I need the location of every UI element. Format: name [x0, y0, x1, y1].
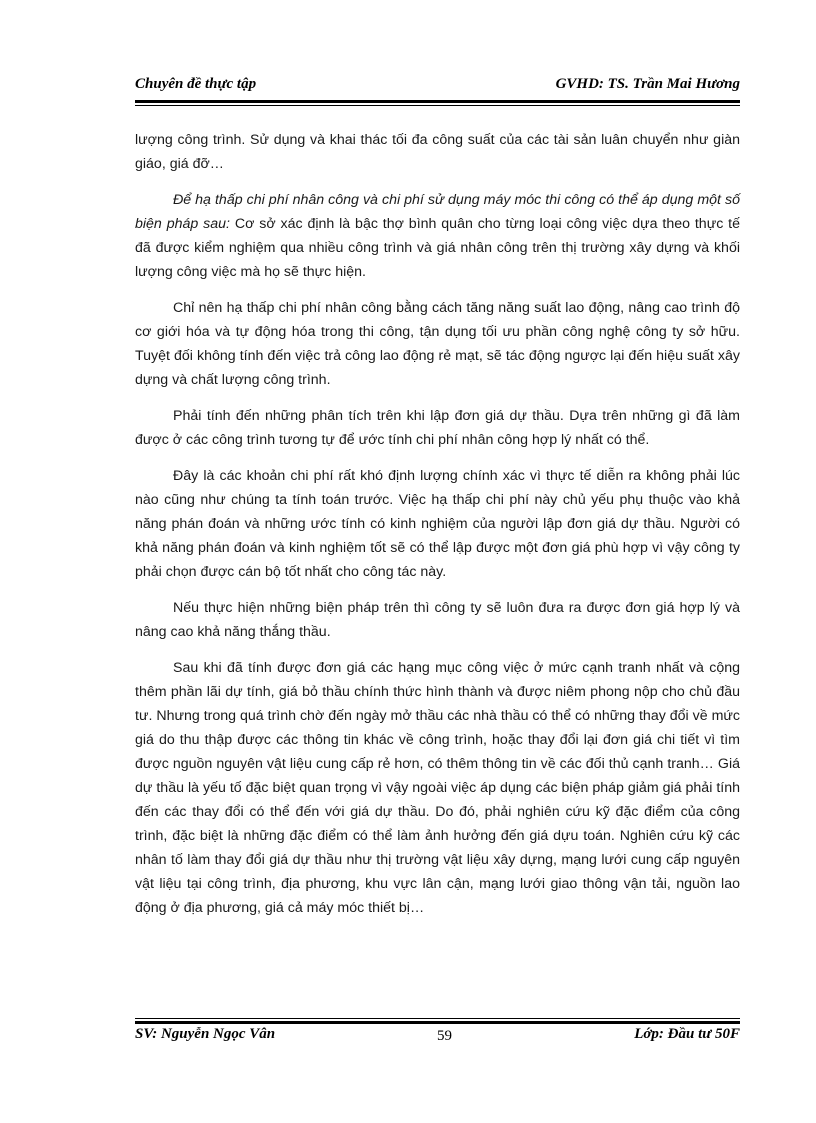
paragraph: Phải tính đến những phân tích trên khi lập đơn giá dự thầu. Dựa trên những gì đã làm được ở các công trình tương tự để ước tính chi phí nhân công hợp lý nhất có thể. — [135, 408, 740, 448]
paragraph: Đây là các khoản chi phí rất khó định lượng chính xác vì thực tế diễn ra không phải lúc nào cũng như chúng ta tính toán trước. Việc hạ thấp chi phí này chủ yếu phụ thuộc vào khả năng phán đoán và những ước tính có kinh nghiệm của người lập đơn giá dự thầu. Người có khả năng phán đoán và kinh nghiệm tốt sẽ có thể lập được một đơn giá phù hợp vì vậy công ty phải chọn được cán bộ tốt nhất cho công tác này. — [135, 468, 740, 580]
header-course-title: Chuyên đề thực tập — [135, 76, 257, 92]
paragraph: Chỉ nên hạ thấp chi phí nhân công bằng cách tăng năng suất lao động, nâng cao trình độ cơ giới hóa và tự động hóa trong thi công, tận dụng tối ưu phần công nghệ công ty sở hữu. Tuyệt đối không tính đến việc trả công lao động rẻ mạt, sẽ tác động ngược lại đến hiệu suất xây dựng và chất lượng công trình. — [135, 300, 740, 388]
header-rule-thick — [135, 100, 740, 103]
header-supervisor: GVHD: TS. Trần Mai Hương — [555, 76, 740, 92]
paragraph: Sau khi đã tính được đơn giá các hạng mục công việc ở mức cạnh tranh nhất và cộng thêm phần lãi dự tính, giá bỏ thầu chính thức hình thành và được niêm phong nộp cho chủ đầu tư. Nhưng trong quá trình chờ đến ngày mở thầu các nhà thầu có thể có những thay đổi về mức giá do thu thập được các thông tin khác về công trình, hoặc thay đổi lại đơn giá chi tiết vì tìm được nguồn nguyên vật liệu cung cấp rẻ hơn, có thêm thông tin về các đối thủ cạnh tranh… Giá dự thầu là yếu tố đặc biệt quan trọng vì vậy ngoài việc áp dụng các biện pháp giảm giá phải tính đến các thay đổi có thể đến với giá dự thầu. Do đó, phải nghiên cứu kỹ đặc điểm của công trình, đặc biệt là những đặc điểm có thể làm ảnh hưởng đến giá dựu toán. Nghiên cứu kỹ các nhân tố làm thay đổi giá dự thầu như thị trường vật liệu xây dựng, mạng lưới cung cấp nguyên vật liệu tại công trình, địa phương, khu vực lân cận, mạng lưới giao thông vận tải, nguồn lao động ở địa phương, giá cả máy móc thiết bị… — [135, 660, 740, 916]
italic-lead: Để hạ thấp chi phí nhân công và chi phí sử dụng máy móc thi công có thể áp dụng một số biện pháp sau: — [135, 192, 740, 232]
page-footer — [135, 1026, 740, 1050]
header-rule-thin — [135, 105, 740, 106]
footer-student: SV: Nguyễn Ngọc Vân — [135, 1026, 276, 1042]
footer-rule-thin — [135, 1018, 740, 1019]
footer-class: Lớp: Đầu tư 50F — [634, 1026, 740, 1042]
page-header — [135, 74, 740, 98]
paragraph: Nếu thực hiện những biện pháp trên thì công ty sẽ luôn đưa ra được đơn giá hợp lý và nâng cao khả năng thắng thầu. — [135, 600, 740, 640]
body-text — [135, 128, 740, 932]
footer-rule-thick — [135, 1021, 740, 1024]
paragraph: lượng công trình. Sử dụng và khai thác tối đa công suất của các tài sản luân chuyển như giàn giáo, giá đỡ… — [135, 132, 740, 172]
paragraph-text: Cơ sở xác định là bậc thợ bình quân cho từng loại công việc dựa theo thực tế đã được kiểm nghiệm qua nhiều công trình và giá nhân công trên thị trường xây dựng và khối lượng công việc mà họ sẽ thực hiện. — [135, 216, 740, 280]
page-number: 59 — [437, 1028, 452, 1044]
paragraph — [135, 188, 740, 284]
